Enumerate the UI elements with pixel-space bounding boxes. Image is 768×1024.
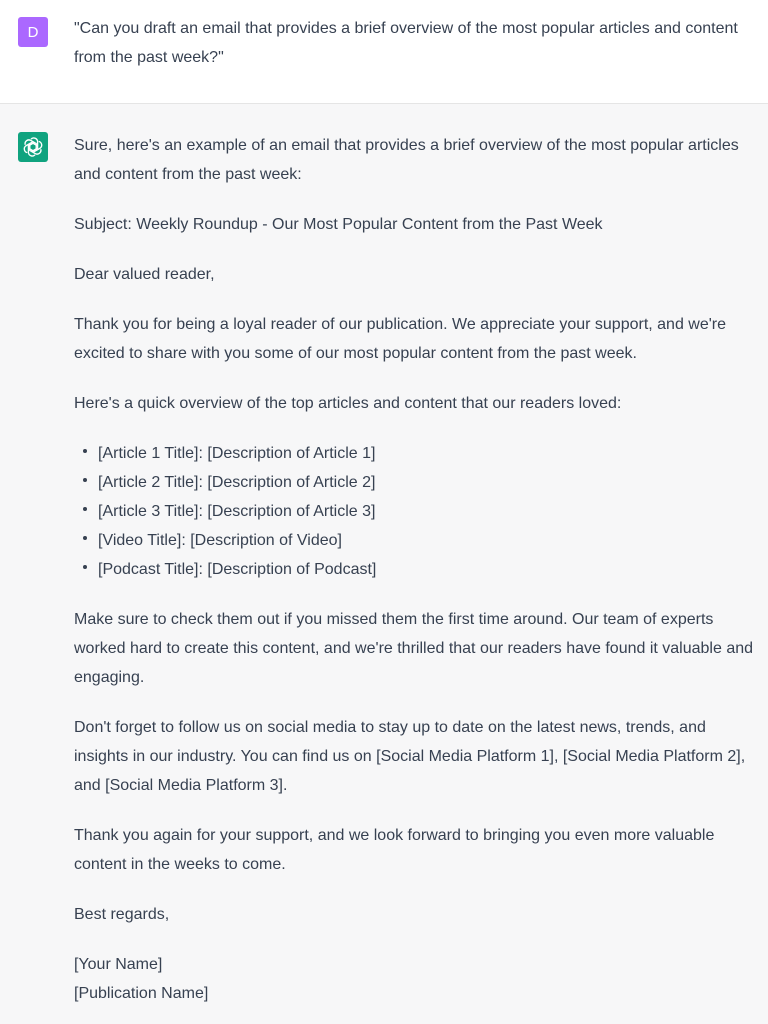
list-item: [Article 3 Title]: [Description of Article 3] (98, 497, 759, 526)
email-subject: Subject: Weekly Roundup - Our Most Popular Content from the Past Week (74, 216, 603, 233)
email-greeting: Dear valued reader, (74, 266, 215, 283)
email-paragraph-1: Thank you for being a loyal reader of our publication. We appreciate your support, and we're excited to share with you some of our most popular content from the past week. (74, 316, 727, 362)
email-paragraph-4: Don't forget to follow us on social media to stay up to date on the latest news, trends, and insights in our industry. You can find us on [Social Media Platform 1], [Social Media Platform 2], and [Social Media Platform 3]. (74, 719, 746, 794)
list-item: [Article 1 Title]: [Description of Article 1] (98, 439, 759, 468)
email-closing: Best regards, (74, 906, 170, 923)
email-paragraph-2: Here's a quick overview of the top articles and content that our readers loved: (74, 395, 622, 412)
user-message-row (0, 0, 768, 104)
assistant-intro: Sure, here's an example of an email that provides a brief overview of the most popular articles and content from the past week: (74, 137, 739, 183)
email-paragraph-5: Thank you again for your support, and we look forward to bringing you even more valuable content in the weeks to come. (74, 827, 715, 873)
assistant-message (74, 131, 759, 1008)
openai-logo-icon (22, 136, 44, 158)
user-avatar-letter: D (27, 23, 39, 41)
list-item: [Podcast Title]: [Description of Podcast] (98, 555, 759, 584)
email-paragraph-3: Make sure to check them out if you missed them the first time around. Our team of experts worked hard to create this content, and we're thrilled that our readers have found it valuable and engaging. (74, 611, 754, 686)
content-list (74, 439, 759, 584)
assistant-avatar (18, 132, 48, 162)
list-item: [Video Title]: [Description of Video] (98, 526, 759, 555)
user-avatar (18, 17, 48, 47)
user-message-text: "Can you draft an email that provides a brief overview of the most popular articles and content from the past week?" (74, 20, 738, 66)
signature-publication: [Publication Name] (74, 985, 209, 1002)
list-item: [Article 2 Title]: [Description of Article 2] (98, 468, 759, 497)
signature-name: [Your Name] (74, 956, 163, 973)
